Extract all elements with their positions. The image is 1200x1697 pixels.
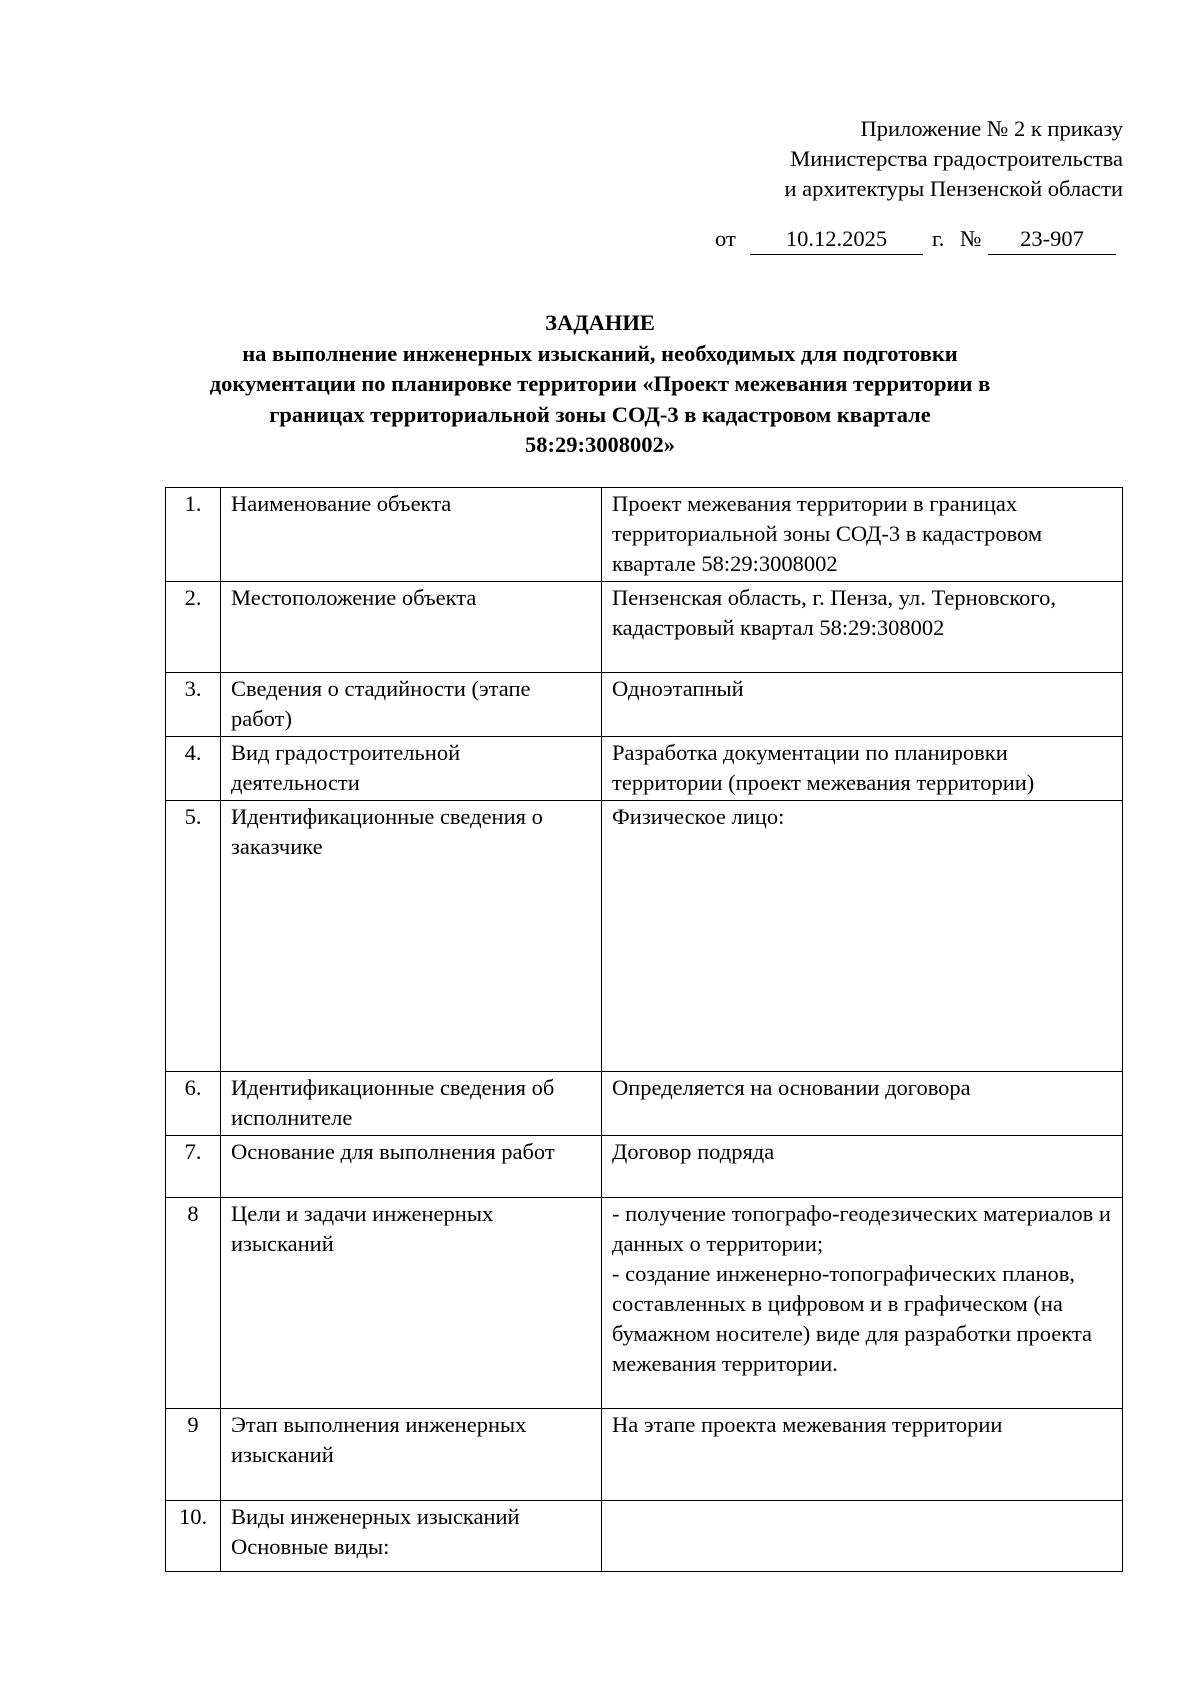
row-label: Этап выполнения инженерных изысканий: [221, 1409, 602, 1501]
row-label: Цели и задачи инженерных изысканий: [221, 1198, 602, 1409]
table-row: [166, 737, 1123, 801]
table-row: [166, 1501, 1123, 1572]
row-label-line: Основные виды:: [231, 1534, 390, 1559]
row-value: Договор подряда: [602, 1136, 1123, 1198]
appendix-header: [784, 114, 1123, 204]
order-date: 10.12.2025: [750, 224, 923, 255]
table-row: [166, 582, 1123, 673]
title-line: документации по планировке территории «Проект межевания территории в: [209, 371, 991, 396]
row-number: 9: [166, 1409, 221, 1501]
row-label: Сведения о стадийности (этапе работ): [221, 673, 602, 737]
row-label: Вид градостроительной деятельности: [221, 737, 602, 801]
row-number: 6.: [166, 1072, 221, 1136]
row-number: 4.: [166, 737, 221, 801]
table-row: [166, 1409, 1123, 1501]
title-line: 58:29:3008002»: [525, 432, 675, 457]
appendix-line: Приложение № 2 к приказу: [860, 116, 1123, 141]
row-value: Проект межевания территории в границах территориальной зоны СОД-3 в кадастровом квартале 58:29:3008002: [602, 488, 1123, 582]
title-line: границах территориальной зоны СОД-3 в кадастровом квартале: [269, 401, 931, 427]
row-label: Идентификационные сведения о заказчике: [221, 801, 602, 1072]
title-line: на выполнение инженерных изысканий, необходимых для подготовки: [242, 340, 958, 366]
row-label-line: Виды инженерных изысканий: [231, 1504, 520, 1529]
order-from-label: от: [715, 226, 736, 251]
row-number: 3.: [166, 673, 221, 737]
order-year-label: г.: [932, 226, 945, 251]
row-value: Определяется на основании договора: [602, 1072, 1123, 1136]
table-row: [166, 1198, 1123, 1409]
table-row: [166, 801, 1123, 1072]
row-value: Пензенская область, г. Пенза, ул. Терновского, кадастровый квартал 58:29:308002: [602, 582, 1123, 673]
table-row: [166, 488, 1123, 582]
row-number: 5.: [166, 801, 221, 1072]
appendix-line: и архитектуры Пензенской области: [784, 176, 1123, 201]
row-label: Идентификационные сведения об исполнителе: [221, 1072, 602, 1136]
table-row: [166, 673, 1123, 737]
row-value: Разработка документации по планировки территории (проект межевания территории): [602, 737, 1123, 801]
task-table: [165, 487, 1123, 1572]
row-value: [602, 1198, 1123, 1409]
document-title: [140, 308, 1060, 461]
row-value: Физическое лицо:: [602, 801, 1123, 1072]
row-label: [221, 1501, 602, 1572]
row-number: 1.: [166, 488, 221, 582]
goal-item: - получение топографо-геодезических материалов и данных о территории;: [612, 1201, 1111, 1256]
row-value: [602, 1501, 1123, 1572]
title-heading: ЗАДАНИЕ: [545, 310, 655, 335]
row-value: На этапе проекта межевания территории: [602, 1409, 1123, 1501]
goal-item: - создание инженерно-топографических планов, составленных в цифровом и в графическом (на бумажном носителе) виде для разработки проекта межевания территории.: [612, 1261, 1093, 1376]
row-label: Местоположение объекта: [221, 582, 602, 673]
row-label: Наименование объекта: [221, 488, 602, 582]
appendix-line: Министерства градостроительства: [790, 146, 1123, 171]
row-value: Одноэтапный: [602, 673, 1123, 737]
table-row: [166, 1136, 1123, 1198]
row-number: 8: [166, 1198, 221, 1409]
table-row: [166, 1072, 1123, 1136]
order-reference: [715, 224, 1117, 258]
order-number: 23-907: [988, 224, 1116, 255]
row-number: 2.: [166, 582, 221, 673]
row-label: Основание для выполнения работ: [221, 1136, 602, 1198]
row-number: 10.: [166, 1501, 221, 1572]
row-number: 7.: [166, 1136, 221, 1198]
order-number-label: №: [960, 226, 982, 251]
